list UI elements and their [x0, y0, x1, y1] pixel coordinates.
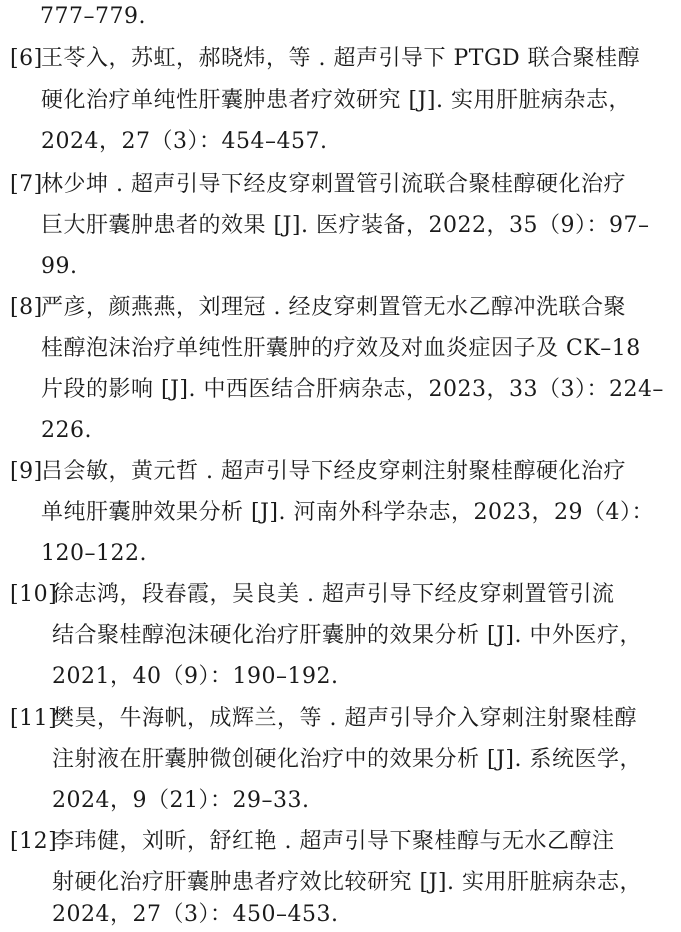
ref-12-label: [12]: [10, 829, 58, 854]
ref-8-line-4: 226.: [41, 418, 92, 443]
ref-11-line-1: 樊昊，牛海帆，成辉兰，等 . 超声引导介入穿刺注射聚桂醇: [52, 706, 637, 731]
ref-10-line-2: 结合聚桂醇泡沫硬化治疗肝囊肿的效果分析 [J]. 中外医疗，: [52, 623, 642, 648]
ref-6-label: [6]: [10, 46, 43, 71]
ref-8-line-3: 片段的影响 [J]. 中西医结合肝病杂志，2023，33（3）：224–: [41, 377, 664, 402]
ref-7-label: [7]: [10, 172, 43, 197]
ref-10-line-3: 2021，40（9）：190–192.: [52, 664, 339, 689]
ref-8-line-2: 桂醇泡沫治疗单纯性肝囊肿的疗效及对血炎症因子及 CK–18: [41, 336, 641, 361]
ref-8-label: [8]: [10, 295, 43, 320]
ref-6-line-2: 硬化治疗单纯性肝囊肿患者疗效研究 [J]. 实用肝脏病杂志，: [41, 88, 631, 113]
ref-11-line-2: 注射液在肝囊肿微创硬化治疗中的效果分析 [J]. 系统医学，: [52, 747, 642, 772]
ref-7-line-3: 99.: [41, 254, 78, 279]
ref-7-line-2: 巨大肝囊肿患者的效果 [J]. 医疗装备，2022，35（9）：97–: [41, 213, 650, 238]
ref-12-line-2: 射硬化治疗肝囊肿患者疗效比较研究 [J]. 实用肝脏病杂志，: [52, 870, 642, 895]
ref-10-line-1: 徐志鸿，段春霞，吴良美 . 超声引导下经皮穿刺置管引流: [52, 582, 615, 607]
ref-6-line-3: 2024，27（3）：454–457.: [41, 129, 328, 154]
ref-10-label: [10]: [10, 582, 58, 607]
ref-9-line-3: 120–122.: [41, 541, 147, 566]
ref-9-label: [9]: [10, 459, 43, 484]
ref-8-line-1: 严彦，颜燕燕，刘理冠 . 经皮穿刺置管无水乙醇冲洗联合聚: [41, 295, 626, 320]
ref-11-label: [11]: [10, 706, 58, 731]
ref-continued-line-1: 777–779.: [40, 4, 146, 29]
ref-9-line-1: 吕会敏，黄元哲 . 超声引导下经皮穿刺注射聚桂醇硬化治疗: [41, 459, 626, 484]
ref-12-line-3: 2024，27（3）：450–453.: [52, 902, 339, 927]
ref-12-line-1: 李玮健，刘昕，舒红艳 . 超声引导下聚桂醇与无水乙醇注: [52, 829, 615, 854]
ref-6-line-1: 王苓入，苏虹，郝晓炜，等 . 超声引导下 PTGD 联合聚桂醇: [41, 46, 641, 71]
ref-9-line-2: 单纯肝囊肿效果分析 [J]. 河南外科学杂志，2023，29（4）：: [41, 500, 654, 525]
ref-11-line-3: 2024，9（21）：29–33.: [52, 788, 310, 813]
ref-7-line-1: 林少坤 . 超声引导下经皮穿刺置管引流联合聚桂醇硬化治疗: [41, 172, 626, 197]
